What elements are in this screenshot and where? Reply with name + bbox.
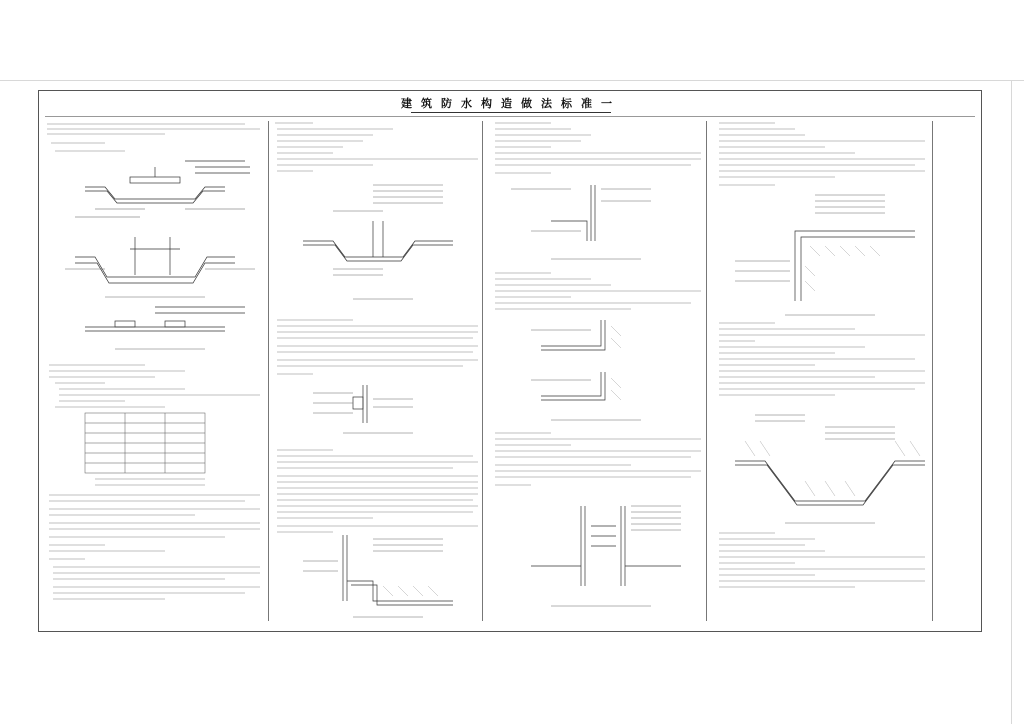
c2-text-block-mid [273, 316, 483, 386]
c4-detail-drawing-2 [715, 411, 933, 531]
c1-detail-drawing-1 [45, 157, 269, 357]
column-3 [491, 121, 707, 621]
drawing-sheet [38, 90, 982, 632]
c1-text-and-table [45, 361, 269, 621]
c2-text-block-top [273, 121, 483, 181]
header-rule [45, 116, 975, 117]
c2-detail-drawing-2 [273, 383, 483, 443]
right-boundary-line [1011, 80, 1012, 724]
c3-detail-drawing-1 [491, 181, 707, 271]
c1-text-block-top [45, 121, 269, 161]
c4-text-block-low [715, 531, 933, 611]
c2-detail-drawing-3 [273, 531, 483, 621]
c2-text-block-low [273, 446, 483, 536]
title-underline [411, 112, 611, 113]
c3-text-block-low [491, 431, 707, 501]
c4-detail-drawing-1 [715, 191, 933, 321]
c4-text-block-top [715, 121, 933, 191]
c2-detail-drawing-1 [273, 181, 483, 311]
c4-text-block-mid [715, 321, 933, 411]
c3-text-block-mid [491, 271, 707, 321]
c3-detail-drawing-3 [491, 496, 707, 616]
column-1 [45, 121, 269, 621]
top-boundary-line [0, 80, 1024, 81]
c3-detail-drawing-2 [491, 316, 707, 426]
c3-text-block-top [491, 121, 707, 181]
column-4 [715, 121, 933, 621]
sheet-title: 建筑防水构造做法标准一 [401, 97, 621, 110]
column-2 [273, 121, 483, 621]
